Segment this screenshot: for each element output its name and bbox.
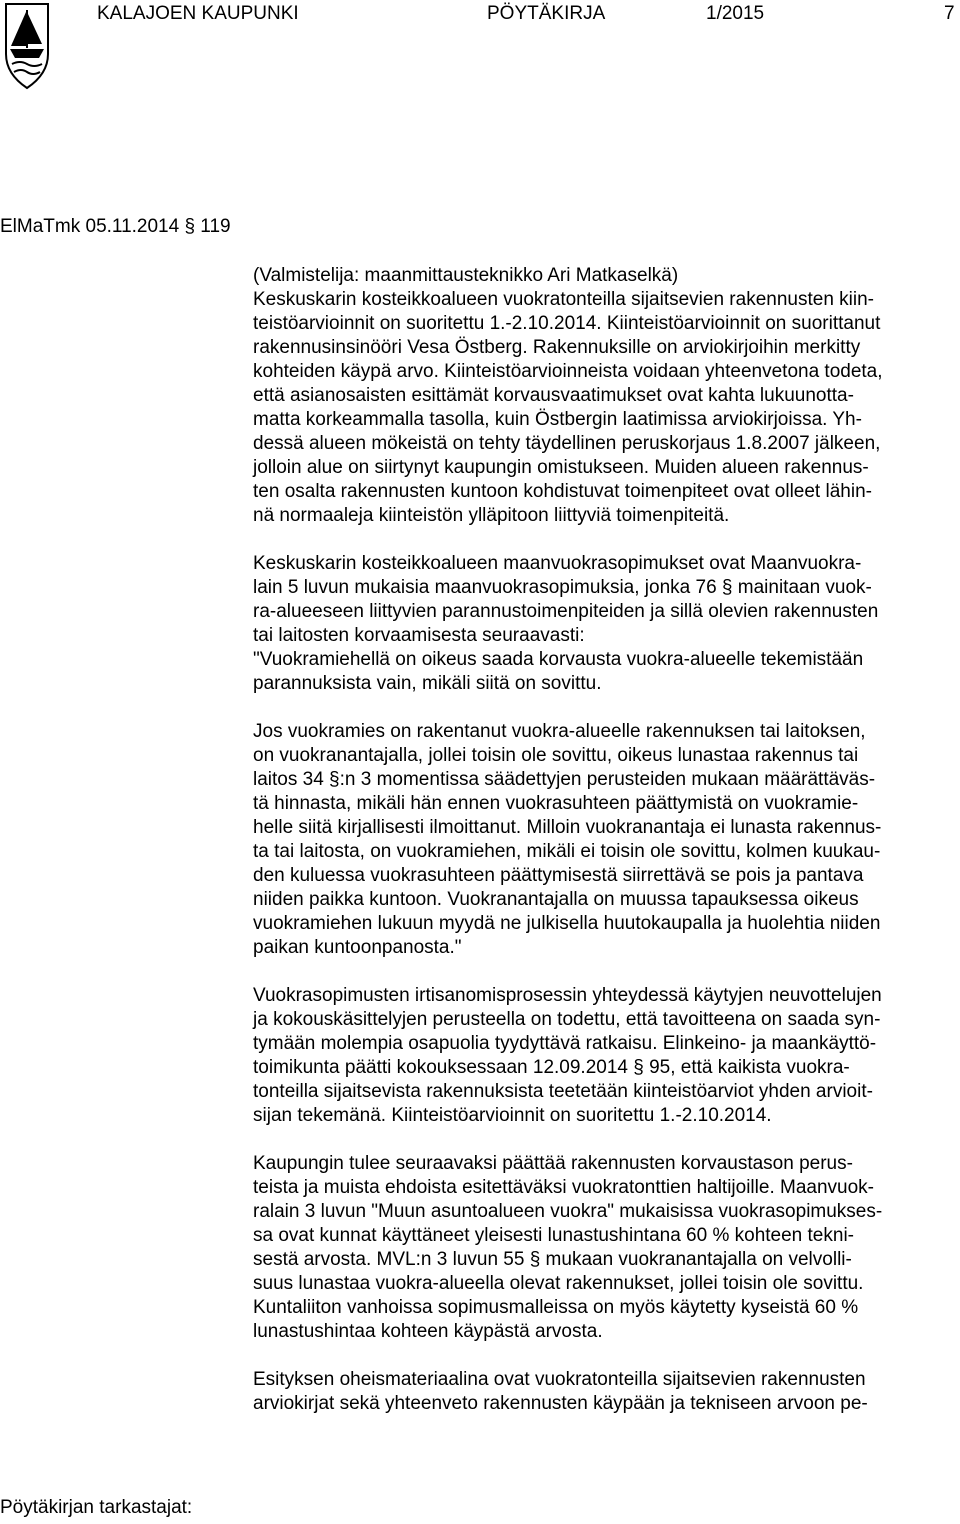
paragraph (253, 1152, 955, 1344)
text-line: Kuntaliiton vanhoissa sopimusmalleissa on myös käytetty kyseistä 60 % (253, 1297, 859, 1318)
text-line: on vuokranantajalla, jollei toisin ole sovittu, oikeus lunastaa rakennus tai (253, 745, 859, 766)
text-line: lain 5 luvun mukaisia maanvuokrasopimuksia, jonka 76 § mainitaan vuok- (253, 577, 872, 598)
text-line: tä hinnasta, mikäli hän ennen vuokrasuhteen päättymistä on vuokramie- (253, 793, 859, 814)
text-line: ralain 3 luvun "Muun asuntoalueen vuokra" mukaisissa vuokrasopimukses- (253, 1201, 883, 1222)
text-line: teistöarvioinnit on suoritettu 1.-2.10.2014. Kiinteistöarvioinnit on suorittanut (253, 313, 881, 334)
text-line: että asianosaisten esittämät korvausvaatimukset ovat kahta lukuunotta- (253, 385, 854, 406)
text-line: helle siitä kirjallisesti ilmoittanut. Milloin vuokranantaja ei lunasta rakennus- (253, 817, 882, 838)
text-line: niiden paikka kuntoon. Vuokranantajalla on muussa tapauksessa oikeus (253, 889, 859, 910)
text-line: kohteiden käypä arvo. Kiinteistöarvioinneista voidaan yhteenvetona todeta, (253, 361, 883, 382)
text-line: Keskuskarin kosteikkoalueen vuokratonteilla sijaitsevien rakennusten kiin- (253, 289, 874, 310)
text-line: Kaupungin tulee seuraavaksi päättää rakennusten korvaustason perus- (253, 1153, 853, 1174)
text-line: sa ovat kunnat käyttäneet yleisesti lunastushintana 60 % kohteen tekni- (253, 1225, 854, 1246)
text-line: teista ja muista ehdoista esitettäväksi vuokratonttien haltijoille. Maanvuok- (253, 1177, 874, 1198)
text-line: (Valmistelija: maanmittausteknikko Ari Matkaselkä) (253, 265, 679, 286)
text-line: paikan kuntoonpanosta." (253, 937, 462, 958)
paragraph (253, 552, 955, 696)
text-line: ten osalta rakennusten kuntoon kohdistuvat toimenpiteet ovat olleet lähin- (253, 481, 872, 502)
text-line: arviokirjat sekä yhteenveto rakennusten käypään ja tekniseen arvoon pe- (253, 1393, 868, 1414)
text-line: dessä alueen mökeistä on tehty täydellinen peruskorjaus 1.8.2007 jälkeen, (253, 433, 881, 454)
paragraph (253, 984, 955, 1128)
paragraph (253, 720, 955, 960)
document-number: 1/2015 (706, 3, 765, 24)
text-line: Jos vuokramies on rakentanut vuokra-alueelle rakennuksen tai laitoksen, (253, 721, 866, 742)
text-line: ta tai laitosta, on vuokramiehen, mikäli ei toisin ole sovittu, kolmen kuukau- (253, 841, 881, 862)
text-line: tonteilla sijaitsevista rakennuksista teetetään kiinteistöarviot yhden arvioit- (253, 1081, 873, 1102)
text-line: matta korkeammalla tasolla, kuin Östbergin laatimissa arviokirjoissa. Yh- (253, 409, 862, 430)
text-line: ra-alueeseen liittyvien parannustoimenpiteiden ja sillä olevien rakennusten (253, 601, 879, 622)
text-line: Vuokrasopimusten irtisanomisprosessin yhteydessä käytyjen neuvottelujen (253, 985, 882, 1006)
minutes-checkers-label: Pöytäkirjan tarkastajat: (0, 1497, 193, 1518)
page-number: 7 (944, 3, 955, 24)
text-line: tai laitosten korvaamisesta seuraavasti: (253, 625, 585, 646)
text-line: toimikunta päätti kokouksessaan 12.09.2014 § 95, että kaikista vuokra- (253, 1057, 850, 1078)
text-line: laitos 34 §:n 3 momentissa säädettyjen perusteiden mukaan määrättäväs- (253, 769, 876, 790)
meeting-reference: ElMaTmk 05.11.2014 § 119 (0, 216, 231, 237)
text-line: sijan tekemänä. Kiinteistöarvioinnit on suoritettu 1.-2.10.2014. (253, 1105, 772, 1126)
text-line: Keskuskarin kosteikkoalueen maanvuokrasopimukset ovat Maanvuokra- (253, 553, 862, 574)
text-line: ja kokouskäsittelyjen perusteella on todettu, että tavoitteena on saada syn- (253, 1009, 881, 1030)
municipal-crest-icon (4, 2, 50, 90)
paragraph (253, 264, 955, 528)
text-line: "Vuokramiehellä on oikeus saada korvausta vuokra-alueelle tekemistään (253, 649, 864, 670)
text-line: nä normaaleja kiinteistön ylläpitoon liittyviä toimenpiteitä. (253, 505, 730, 526)
text-line: Esityksen oheismateriaalina ovat vuokratonteilla sijaitsevien rakennusten (253, 1369, 866, 1390)
text-line: vuokramiehen lukuun myydä ne julkisella huutokaupalla ja huolehtia niiden (253, 913, 881, 934)
document-type: PÖYTÄKIRJA (487, 3, 606, 24)
text-line: suus lunastaa vuokra-alueella olevat rakennukset, jollei toisin ole sovittu. (253, 1273, 864, 1294)
text-line: lunastushintaa kohteen käypästä arvosta. (253, 1321, 603, 1342)
text-line: den kuluessa vuokrasuhteen päättymisestä siirrettävä se pois ja pantava (253, 865, 864, 886)
paragraph (253, 1368, 955, 1416)
text-line: jolloin alue on siirtynyt kaupungin omistukseen. Muiden alueen rakennus- (253, 457, 869, 478)
organization-name: KALAJOEN KAUPUNKI (97, 3, 299, 24)
text-line: sestä arvosta. MVL:n 3 luvun 55 § mukaan vuokranantajalla on velvolli- (253, 1249, 852, 1270)
text-line: tymään molempia osapuolia tyydyttävä ratkaisu. Elinkeino- ja maankäyttö- (253, 1033, 877, 1054)
page-header (0, 0, 960, 30)
document-body (253, 264, 955, 1440)
text-line: rakennusinsinööri Vesa Östberg. Rakennuksille on arviokirjoihin merkitty (253, 337, 861, 358)
text-line: parannuksista vain, mikäli siitä on sovittu. (253, 673, 602, 694)
